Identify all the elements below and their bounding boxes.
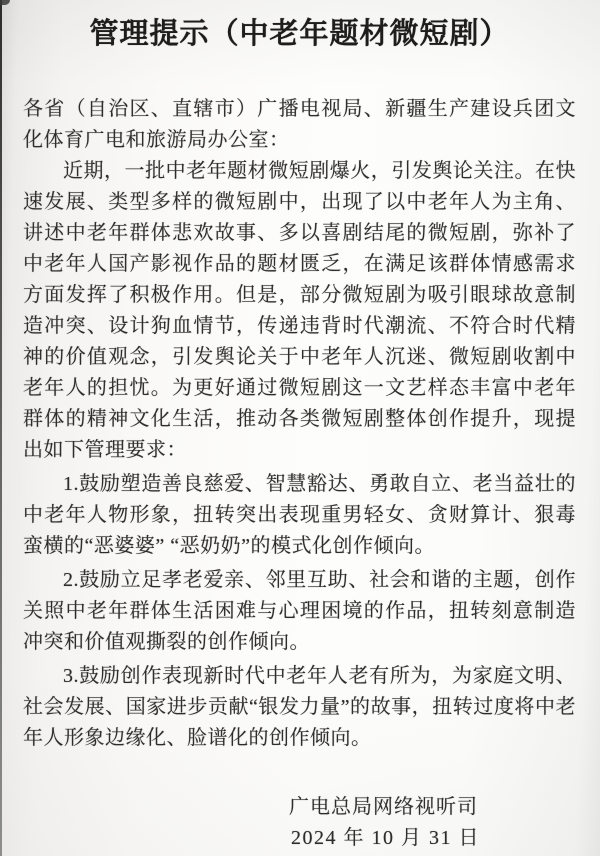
- photo-left-edge: [0, 0, 2, 856]
- paragraph-item-3: 3.鼓励创作表现新时代中老年人老有所为，为家庭文明、社会发展、国家进步贡献“银发力量”的故事，扭转过度将中老年人形象边缘化、脸谱化的创作倾向。: [23, 665, 576, 749]
- document-title: 管理提示（中老年题材微短剧）: [89, 18, 510, 50]
- paragraph-item-2: 2.鼓励立足孝老爱亲、邻里互助、社会和谐的主题，创作关照中老年群体生活困难与心理困境的作品，扭转刻意制造冲突和价值观撕裂的创作倾向。: [23, 569, 576, 653]
- issue-date: 2024 年 10 月 31 日: [291, 827, 480, 849]
- signature-block: [23, 792, 576, 854]
- salutation: 各省（自治区、直辖市）广播电视局、新疆生产建设兵团文化体育广电和旅游局办公室：: [23, 98, 576, 151]
- issuing-department: 广电总局网络视听司: [289, 796, 478, 818]
- paragraph-intro: 近期，一批中老年题材微短剧爆火，引发舆论关注。在快速发展、类型多样的微短剧中，出现了以中老年人为主角、讲述中老年群体悲欢故事、多以喜剧结尾的微短剧，弥补了中老年人国产影视作品的题材匮乏，在满足该群体情感需求方面发挥了积极作用。但是，部分微短剧为吸引眼球故意制造冲突、设计狗血情节，传递违背时代潮流、不符合时代精神的价值观念，引发舆论关于中老年人沉迷、微短剧收割中老年人的担忧。为更好通过微短剧这一文艺样态丰富中老年群体的精神文化生活，推动各类微短剧整体创作提升，现提出如下管理要求：: [23, 160, 576, 461]
- paragraph-item-1: 1.鼓励塑造善良慈爱、智慧豁达、勇敢自立、老当益壮的中老年人物形象，扭转突出表现重男轻女、贪财算计、狠毒蛮横的“恶婆婆” “恶奶奶”的模式化创作倾向。: [23, 473, 576, 557]
